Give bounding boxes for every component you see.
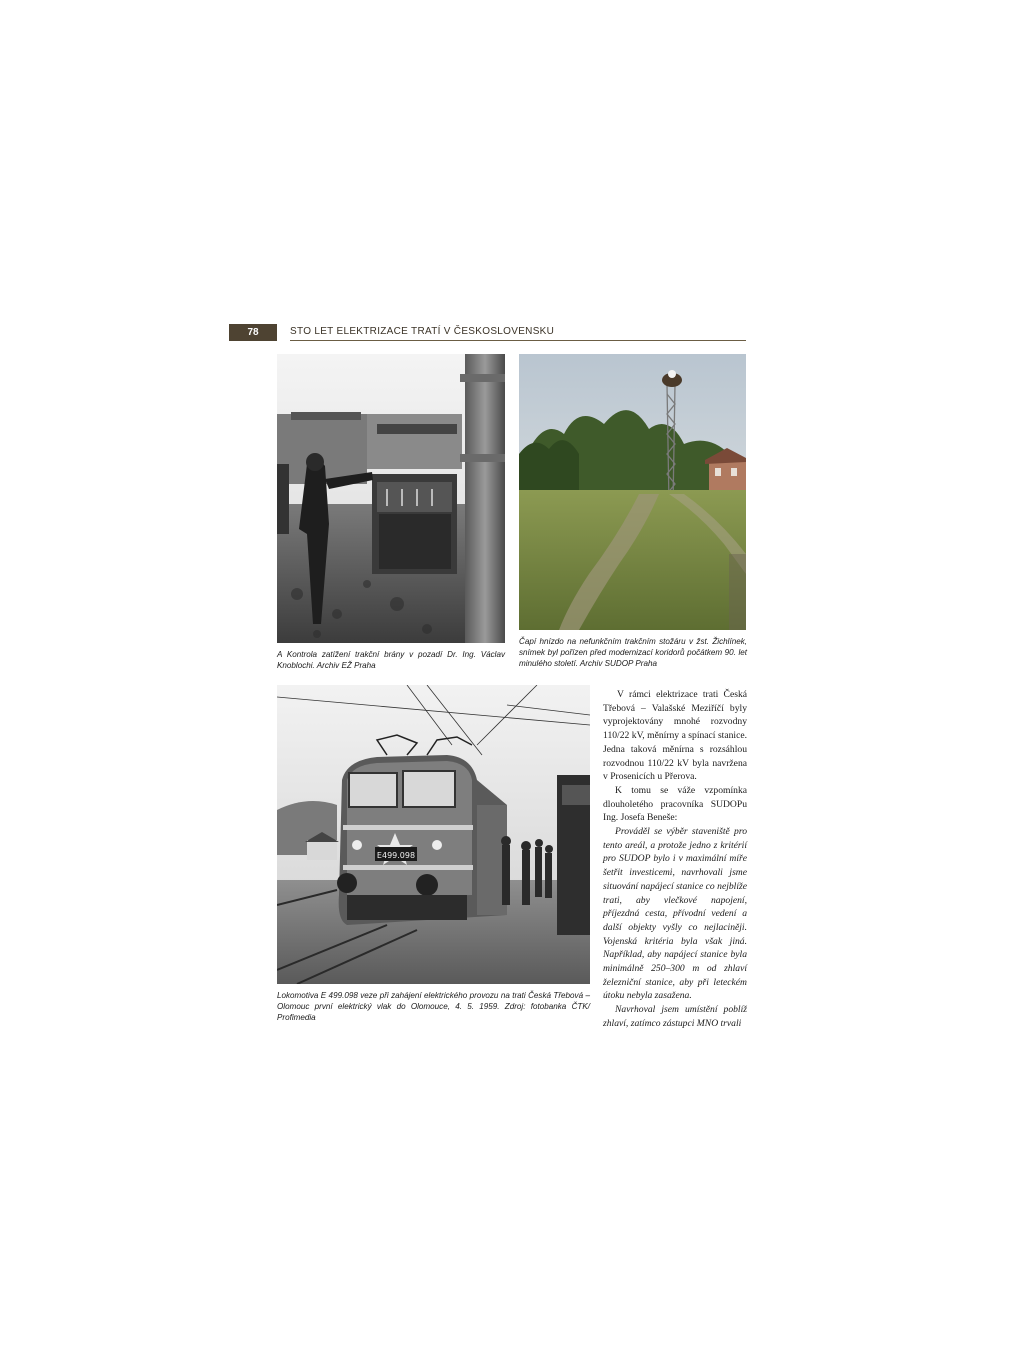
caption-photo-stork-nest: Čapí hnízdo na nefunkčním trakčním stožáru v žst. Žichlínek, snímek byl pořízen před modernizací koridorů počátkem 90. let minulého století. Archiv SUDOP Praha <box>519 637 747 668</box>
body-quote-paragraph: Prováděl se výběr staveniště pro tento areál, a protože jedno z kritérií pro SUDOP bylo i v maximální míře šetřit investicemi, navrhovali jsme situování napájecí stanice co nejblíže trati, aby vlečkové napojení, příjezdná cesta, přívodní vedení a další objekty vyšly co nejlaciněji. Vojenská kritéria byla však jiná. Například, aby napájecí stanice byla minimálně 250–300 m od zhlaví železniční stanice, aby při leteckém útoku nebyla zasažena. <box>603 826 747 1002</box>
page-number: 78 <box>229 324 277 341</box>
photo-locomotive <box>277 685 590 984</box>
loco-number-plate: E499.098 <box>376 851 416 860</box>
body-text-column <box>603 688 747 1031</box>
body-quote-paragraph: Navrhoval jsem umístění poblíž zhlaví, zatímco zástupci MNO trvali <box>603 1004 747 1029</box>
body-paragraph: V rámci elektrizace trati Česká Třebová – Valašské Meziříčí byly vyprojektovány mnohé rozvodny 110/22 kV, měnírny a spínací stanice. Jedna taková měnírna s rozsáhlou rozvodnou 110/22 kV byla navržena v Prosenicích u Přerova. <box>603 689 747 783</box>
running-title: STO LET ELEKTRIZACE TRATÍ V ČESKOSLOVENSKU <box>290 326 555 337</box>
photo-traction-portal <box>277 354 505 643</box>
body-paragraph: K tomu se váže vzpomínka dlouholetého pracovníka SUDOPu Ing. Josefa Beneše: <box>603 784 747 824</box>
header-rule <box>290 340 746 341</box>
photo-stork-nest <box>519 354 746 630</box>
caption-photo-traction-portal: A Kontrola zatížení trakční brány v pozadí Dr. Ing. Václav Knoblochi. Archiv EŽ Praha <box>277 650 505 670</box>
caption-photo-locomotive: Lokomotiva E 499.098 veze při zahájení elektrického provozu na trati Česká Třebová – Olomouc první elektrický vlak do Olomouce, 4. 5. 1959. Zdroj: fotobanka ČTK/ Profimedia <box>277 991 590 1022</box>
